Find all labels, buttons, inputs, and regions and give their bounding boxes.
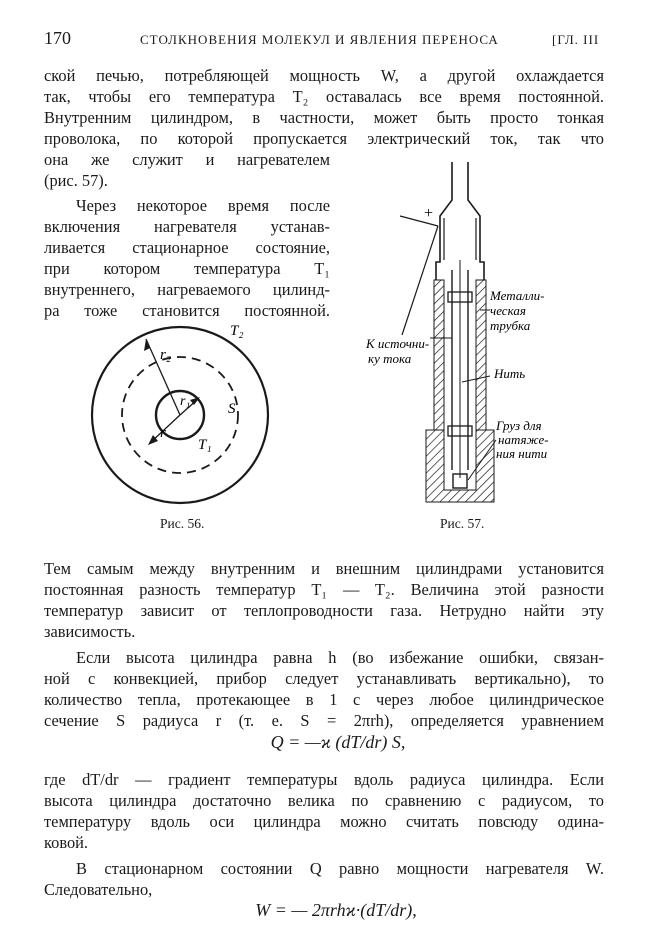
label-t1: T₁ [198, 437, 212, 453]
running-title: СТОЛКНОВЕНИЯ МОЛЕКУЛ И ЯВЛЕНИЯ ПЕРЕНОСА [140, 32, 499, 47]
page-number: 170 [44, 28, 71, 48]
figure-56-caption: Рис. 56. [160, 516, 205, 531]
chapter-label: [ГЛ. III [552, 32, 600, 47]
equation-1: Q = —ϰ (dT/dr) S, [270, 732, 406, 752]
text-line: так, чтобы его температура T₂ оставалась все время постоянной. [44, 87, 604, 106]
outer-wall-right [476, 280, 486, 430]
figure-57-diagram [340, 160, 570, 510]
label-r1: r₁ [180, 394, 191, 409]
text-line: Внутренним цилиндром, в частности, может быть просто тонкая [44, 108, 604, 127]
label-t2: T₂ [230, 323, 244, 339]
text-line: Через некоторое время после [76, 196, 330, 215]
text-line: ской печью, потребляющей мощность W, а другой охлаждается [44, 66, 604, 85]
text-line: Если высота цилиндра равна h (во избежание ошибки, связан- [76, 648, 604, 667]
label-s: S [228, 401, 236, 417]
label-tube-2: ческая [490, 303, 526, 318]
label-weight-2: натяже- [498, 432, 549, 447]
figure-56-diagram [80, 315, 270, 515]
text-line: постоянная разность температур T₁ — T₂. Величина этой разности [44, 580, 604, 599]
label-wire: Нить [494, 366, 526, 381]
label-tube-1: Металли- [490, 288, 545, 303]
label-r2: r₂ [160, 347, 172, 363]
label-plus: + [424, 205, 434, 222]
outer-wall-left [434, 280, 444, 430]
text-line: (рис. 57). [44, 171, 108, 190]
text-line: ра тоже становится постоянной. [44, 301, 330, 320]
label-weight-3: ния нити [496, 446, 548, 461]
text-line: ливается стационарное состояние, [44, 238, 330, 257]
text-line: сечение S радиуса r (т. е. S = 2πrh), определяется уравнением [44, 711, 604, 730]
text-line: количество тепла, протекающее в 1 с через любое цилиндрическое [44, 690, 604, 709]
text-line: высота цилиндра достаточно велика по сравнению с радиусом, то [44, 791, 604, 810]
text-line: В стационарном состоянии Q равно мощности нагревателя W. [76, 859, 604, 878]
label-weight-1: Груз для [496, 418, 542, 433]
text-line: проволока, по которой пропускается электрический ток, так что [44, 129, 604, 148]
text-line: зависимость. [44, 622, 136, 641]
text-line: внутреннего, нагреваемого цилинд- [44, 280, 330, 299]
equation-2: W = — 2πrhϰ·(dT/dr), [255, 900, 417, 920]
text-line: температуру вдоль оси цилиндра можно считать повсюду одина- [44, 812, 604, 831]
text-line: при котором температура T₁ [44, 259, 330, 278]
text-line: ковой. [44, 833, 89, 852]
text-line: включения нагревателя устанав- [44, 217, 330, 236]
label-r: r [160, 425, 166, 441]
figure-57-caption: Рис. 57. [440, 516, 485, 531]
text-line: она же служит и нагревателем [44, 150, 330, 169]
label-tube-3: трубка [490, 318, 531, 333]
label-source-2: ку тока [368, 351, 412, 366]
power-lead [402, 226, 438, 335]
text-line: Следовательно, [44, 880, 153, 899]
text-line: Тем самым между внутренним и внешним цилиндрами установится [44, 559, 604, 578]
text-line: где dT/dr — градиент температуры вдоль радиуса цилиндра. Если [44, 770, 604, 789]
text-line: ной с конвекцией, прибор следует устанавливать вертикально), то [44, 669, 604, 688]
label-source-1: К источни- [366, 336, 430, 351]
text-line: температур зависит от теплопроводности газа. Нетрудно найти эту [44, 601, 604, 620]
